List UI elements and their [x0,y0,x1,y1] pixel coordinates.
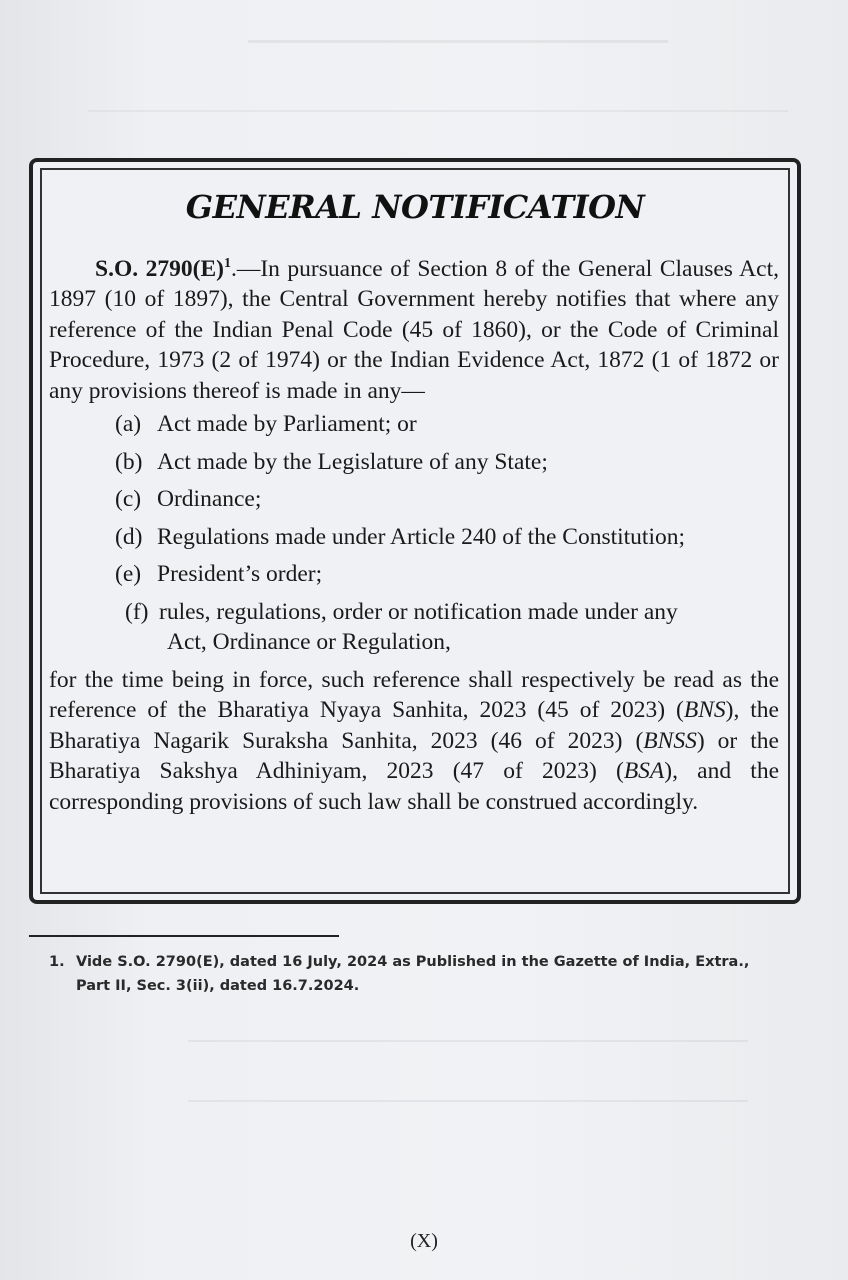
page-number: (X) [410,1230,438,1252]
bns-abbrev: BNS [683,697,726,724]
list-item: (e) President’s order; [115,561,323,588]
list-item: (c) Ordinance; [115,486,262,513]
list-item: (d) Regulations made under Article 240 of the Constitution; [115,523,686,550]
footnote-line-2: Part II, Sec. 3(ii), dated 16.7.2024. [76,978,360,994]
notification-box [29,158,801,904]
bnss-abbrev: BNSS [643,727,697,754]
list-item: (a) Act made by Parliament; or [115,411,417,438]
bsa-abbrev: BSA [623,758,665,785]
footnote-number: 1. [49,954,65,970]
notification-body [49,249,779,817]
footnote [49,950,829,998]
enactment-list [49,409,779,658]
list-item: (b) Act made by the Legislature of any State; [115,448,548,475]
notification-heading: GENERAL NOTIFICATION [185,188,645,226]
closing-paragraph: for the time being in force, such reference shall respectively be read as the reference of the Bharatiya Nyaya Sanhita, 2023 (45 of 2023) (BNS), the Bharatiya Nagarik Suraksha Sanhita, 2023 (46 of 2023) (BNSS) or the Bharatiya Sakshya Adhiniyam, 2023 (47 of 2023) (BSA), and the corresponding provisions of such law shall be construed accordingly. [49,666,780,815]
intro-paragraph [49,249,779,406]
intro-text: .—In pursuance of Section 8 of the General Clauses Act, 1897 (10 of 1897), the Central Government hereby notifies that where any reference of the Indian Penal Code (45 of 1860), or the Code of Criminal Procedure, 1973 (2 of 1974) or the Indian Evidence Act, 1872 (1 of 1872 or any provisions thereof is made in any— [49,255,779,404]
footnote-marker: 1 [223,256,231,271]
footnote-line-1: Vide S.O. 2790(E), dated 16 July, 2024 as Published in the Gazette of India, Extra., [76,954,750,970]
footnote-divider [29,935,339,937]
list-item: (f) rules, regulations, order or notification made under any Act, Ordinance or Regulation, [125,598,678,656]
so-reference: S.O. 2790(E) [95,255,224,282]
